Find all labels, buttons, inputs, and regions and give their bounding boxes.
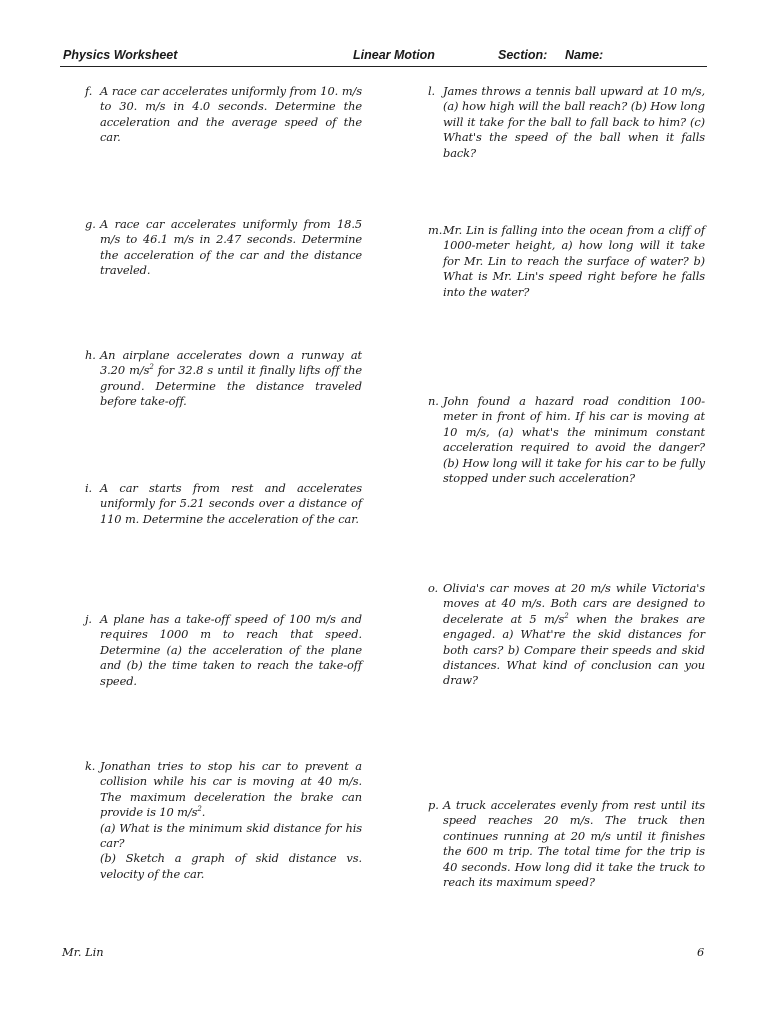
problem-text: John found a hazard road condition 100-meter in front of him. If his car is moving at 10 m/s, (a) what's the minimum constant acceleration required to avoid the danger? (b) How long will it take for his car to be fully stopped under such acceleration? — [443, 394, 705, 486]
section-label: Section: — [498, 48, 548, 62]
problem-p — [428, 798, 705, 890]
problem-l — [428, 84, 705, 161]
worksheet-title: Physics Worksheet — [63, 48, 178, 62]
problem-n — [428, 394, 705, 486]
problem-label: i. — [85, 481, 93, 495]
worksheet-topic: Linear Motion — [353, 48, 435, 62]
problem-k — [85, 759, 362, 882]
footer-author: Mr. Lin — [62, 945, 104, 959]
problem-label: h. — [85, 348, 96, 362]
problem-text: A car starts from rest and accelerates uniformly for 5.21 seconds over a distance of 110 m. Determine the acceleration of the car. — [100, 481, 362, 526]
name-label: Name: — [565, 48, 604, 62]
problem-f — [85, 84, 362, 146]
problem-label: p. — [428, 798, 439, 812]
problem-text: Jonathan tries to stop his car to prevent a collision while his car is moving at 40 m/s. The maximum deceleration the brake can provide is 10 $m/s^2$. — [100, 759, 362, 820]
page-header — [60, 46, 707, 67]
problem-label: g. — [85, 217, 96, 231]
problem-text: James throws a tennis ball upward at 10 m/s, (a) how high will the ball reach? (b) How long will it take for the ball to fall back to him? (c) What's the speed of the ball when it falls back? — [443, 84, 705, 160]
page-number: 6 — [697, 945, 705, 959]
problem-i — [85, 481, 362, 527]
problem-label: o. — [428, 581, 439, 595]
problem-label: k. — [85, 759, 96, 773]
problem-j — [85, 612, 362, 689]
problem-label: m. — [428, 223, 443, 237]
problem-text: Olivia's car moves at 20 m/s while Victoria's moves at 40 m/s. Both cars are designed to decelerate at 5 $m/s^2$ when the brakes are engaged. a) What're the skid distances for both cars? b) Compare their speeds and skid distances. What kind of conclusion can you draw? — [443, 581, 705, 688]
problem-g — [85, 217, 362, 279]
problem-o — [428, 581, 705, 689]
problem-text: A race car accelerates uniformly from 18.5 m/s to 46.1 m/s in 2.47 seconds. Determine the acceleration of the car and the distance traveled. — [100, 217, 362, 278]
problem-text: A truck accelerates evenly from rest until its speed reaches 20 m/s. The truck then continues running at 20 m/s until it finishes the 600 m trip. The total time for the trip is 40 seconds. How long did it take the truck to reach its maximum speed? — [443, 798, 705, 890]
problem-text: A plane has a take-off speed of 100 m/s and requires 1000 m to reach that speed. Determine (a) the acceleration of the plane and (b) the time taken to reach the take-off speed. — [100, 612, 362, 688]
problem-part-a: (a) What is the minimum skid distance for his car? — [100, 820, 362, 851]
problem-text: Mr. Lin is falling into the ocean from a cliff of 1000-meter height, a) how long will it take for Mr. Lin to reach the surface of water? b) What is Mr. Lin's speed right before he falls into the water? — [443, 223, 705, 299]
problem-label: l. — [428, 84, 436, 98]
problem-text: An airplane accelerates down a runway at 3.20 $m/s^2$ for 32.8 s until it finally lifts off the ground. Determine the distance traveled before take-off. — [100, 348, 362, 409]
problem-label: n. — [428, 394, 439, 408]
problem-text: A race car accelerates uniformly from 10. m/s to 30. m/s in 4.0 seconds. Determine the acceleration and the average speed of the car. — [100, 84, 362, 145]
problem-part-b: (b) Sketch a graph of skid distance vs. velocity of the car. — [100, 851, 362, 881]
problem-label: f. — [85, 84, 93, 98]
problem-m — [428, 223, 705, 300]
problem-h — [85, 348, 362, 410]
problem-label: j. — [85, 612, 92, 626]
